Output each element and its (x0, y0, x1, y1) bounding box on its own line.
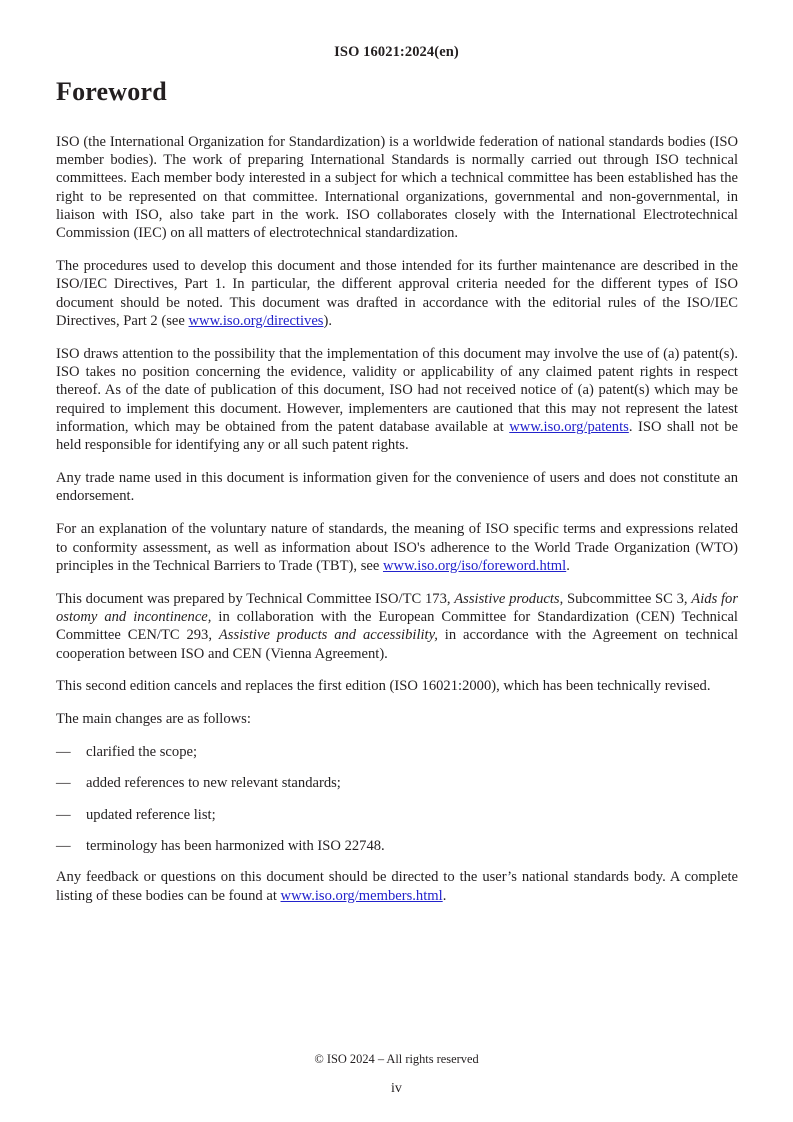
list-item-label: terminology has been harmonized with ISO 22748. (86, 837, 385, 854)
changes-list-block (56, 743, 738, 855)
paragraph-patents (56, 345, 738, 455)
list-item-label: clarified the scope; (86, 744, 198, 761)
running-head: ISO 16021:2024(en) (334, 44, 459, 60)
link-iso-directives[interactable]: www.iso.org/directives (188, 312, 324, 329)
paragraph-procedures (56, 257, 738, 330)
em-dash-marker: — (56, 806, 71, 823)
list-item-label: added references to new relevant standards; (86, 775, 341, 792)
paragraph-second-edition (56, 677, 738, 695)
paragraph-feedback (56, 868, 738, 905)
em-dash-marker: — (56, 744, 71, 761)
paragraph-text: For an explanation of the voluntary nature of standards, the meaning of ISO specific terms and expressions related to conformity assessment, as well as information about ISO's adherence to the World Trade Organization (WTO) principles in the Technical Barriers to Trade (TBT), see (56, 521, 738, 574)
footer-copyright: © ISO 2024 – All rights reserved (314, 1052, 479, 1066)
paragraph-text: ISO draws attention to the possibility that the implementation of this document may involve the use of (a) patent(s). ISO takes no position concerning the evidence, validity or applicability of any claimed patent rights in respect thereof. As of the date of publication of this document, ISO had not received notice of (a) patent(s) which may be required to implement this document. However, implementers are cautioned that this may not represent the latest information, which may be obtained from the patent database available at (56, 345, 738, 435)
footer-page-number: iv (391, 1081, 402, 1096)
paragraph-main-changes-intro (56, 710, 738, 728)
list-item (56, 806, 738, 824)
paragraph-text: This document was prepared by Technical Committee ISO/TC 173, (56, 590, 455, 607)
paragraph-text-tail: . (442, 887, 447, 904)
paragraph-text-tail: in accordance with the Agreement on technical cooperation between ISO and CEN (Vienna Agreement). (56, 627, 738, 662)
paragraph-text: The main changes are as follows: (56, 711, 251, 728)
page-title: Foreword (56, 77, 167, 106)
changes-list (56, 743, 738, 855)
paragraph-iso-federation (56, 133, 738, 243)
paragraph-voluntary-nature (56, 520, 738, 575)
paragraph-text: Any feedback or questions on this document should be directed to the user’s national standards body. A complete listing of these bodies can be found at (56, 869, 738, 904)
committee-title-assistive-products: Assistive products (454, 590, 560, 607)
paragraph-text: This second edition cancels and replaces the first edition (ISO 16021:2000), which has been technically revised. (56, 678, 711, 695)
paragraph-text-tail: . (566, 557, 570, 574)
paragraph-text: in collaboration with the European Committee for Standardization (CEN) Technical Committee CEN/TC 293, (56, 608, 738, 644)
list-item (56, 837, 738, 855)
list-item (56, 774, 738, 792)
list-item (56, 743, 738, 761)
paragraph-trade-name (56, 469, 738, 506)
paragraph-committee (56, 590, 738, 663)
link-iso-members[interactable]: www.iso.org/members.html (280, 887, 443, 904)
paragraph-text: Any trade name used in this document is information given for the convenience of users and does not constitute an endorsement. (56, 470, 738, 505)
em-dash-marker: — (56, 837, 71, 854)
paragraph-text-tail: . ISO shall not be held responsible for identifying any or all such patent rights. (56, 418, 739, 454)
em-dash-marker: — (56, 775, 71, 792)
link-iso-foreword[interactable]: www.iso.org/iso/foreword.html (382, 557, 567, 574)
document-content (56, 78, 738, 905)
paragraph-text: The procedures used to develop this document and those intended for its further maintenance are described in the ISO/IEC Directives, Part 1. In particular, the different approval criteria needed for the different types of ISO document should be noted. This document was drafted in accordance with the editorial rules of the ISO/IEC Directives, Part 2 (see (56, 257, 738, 329)
paragraph-text: , Subcommittee SC 3, (559, 590, 692, 607)
paragraph-text-tail: ). (323, 312, 333, 329)
list-item-label: updated reference list; (86, 806, 216, 823)
committee-title-aids-ostomy: Aids for ostomy and incontinence, (56, 590, 739, 625)
link-iso-patents[interactable]: www.iso.org/patents (509, 418, 629, 435)
paragraph-text: ISO (the International Organization for Standardization) is a worldwide federation of national standards bodies (ISO member bodies). The work of preparing International Standards is normally carried out through ISO technical committees. Each member body interested in a subject for which a technical committee has been established has the right to be represented on that committee. International organizations, governmental and non-governmental, in liaison with ISO, also take part in the work. ISO collaborates closely with the International Electrotechnical Commission (IEC) on all matters of electrotechnical standardization. (56, 133, 738, 242)
committee-title-assistive-accessibility: Assistive products and accessibility, (218, 627, 438, 644)
